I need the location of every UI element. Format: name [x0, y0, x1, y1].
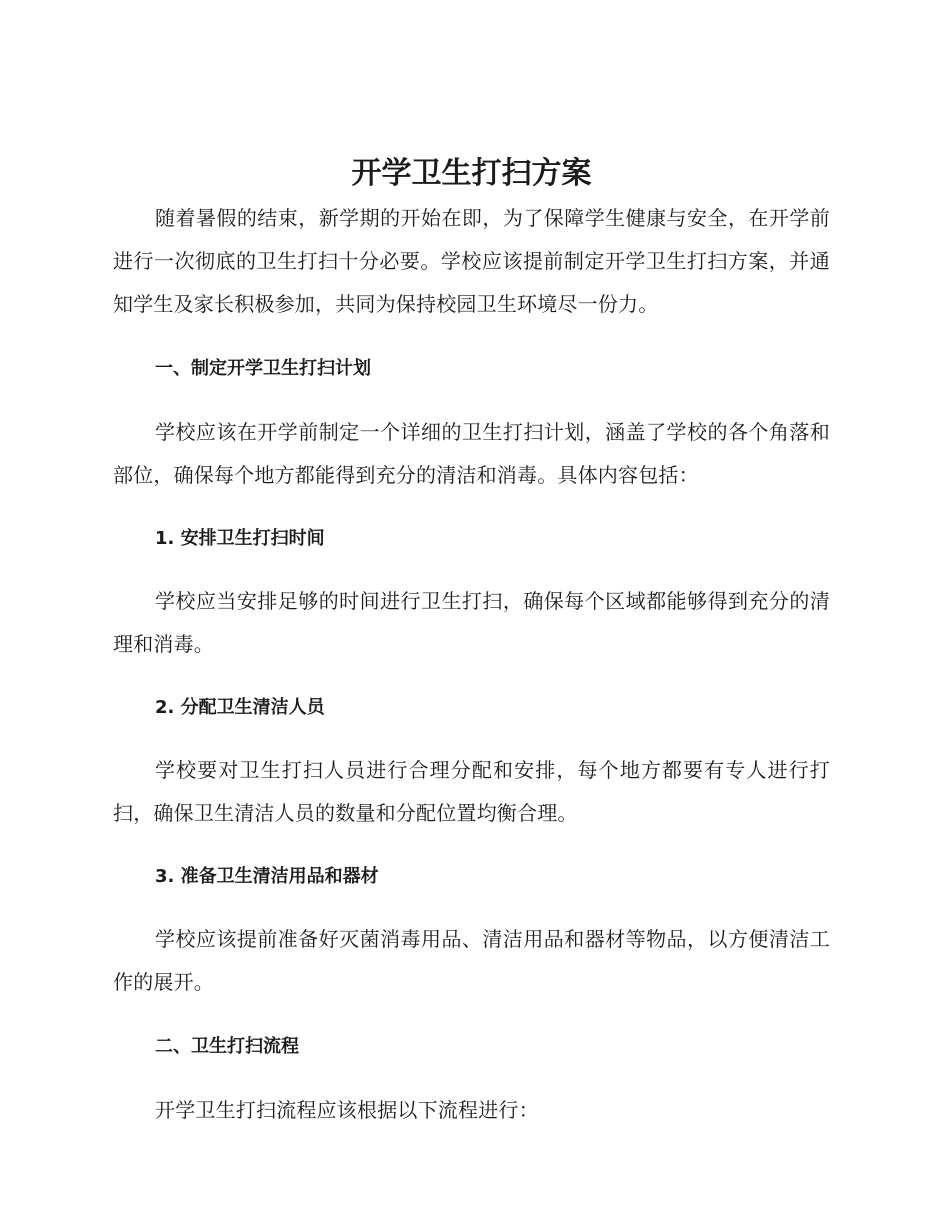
subsection-heading-staff: 2. 分配卫生清洁人员: [155, 697, 325, 718]
subsection-body-staff: 学校要对卫生打扫人员进行合理分配和安排，每个地方都要有专人进行打扫，确保卫生清洁人员的数量和分配位置均衡合理。: [113, 758, 830, 825]
page-title: 开学卫生打扫方案: [351, 156, 592, 191]
section-heading-plan: 一、制定开学卫生打扫计划: [155, 358, 371, 379]
subsection-body-schedule: 学校应当安排足够的时间进行卫生打扫，确保每个区域都能够得到充分的清理和消毒。: [113, 589, 830, 656]
section-body-process: 开学卫生打扫流程应该根据以下流程进行：: [155, 1098, 539, 1122]
section-body-plan: 学校应该在开学前制定一个详细的卫生打扫计划，涵盖了学校的各个角落和部位，确保每个地方都能得到充分的清洁和消毒。具体内容包括：: [113, 420, 830, 487]
intro-paragraph: 随着暑假的结束，新学期的开始在即，为了保障学生健康与安全，在开学前进行一次彻底的卫生打扫十分必要。学校应该提前制定开学卫生打扫方案，并通知学生及家长积极参加，共同为保持校园卫生环境尽一份力。: [113, 206, 830, 316]
section-heading-process: 二、卫生打扫流程: [155, 1036, 299, 1057]
subsection-body-supplies: 学校应该提前准备好灭菌消毒用品、清洁用品和器材等物品，以方便清洁工作的展开。: [113, 927, 830, 994]
subsection-heading-schedule: 1. 安排卫生打扫时间: [155, 528, 325, 549]
subsection-heading-supplies: 3. 准备卫生清洁用品和器材: [155, 866, 379, 887]
